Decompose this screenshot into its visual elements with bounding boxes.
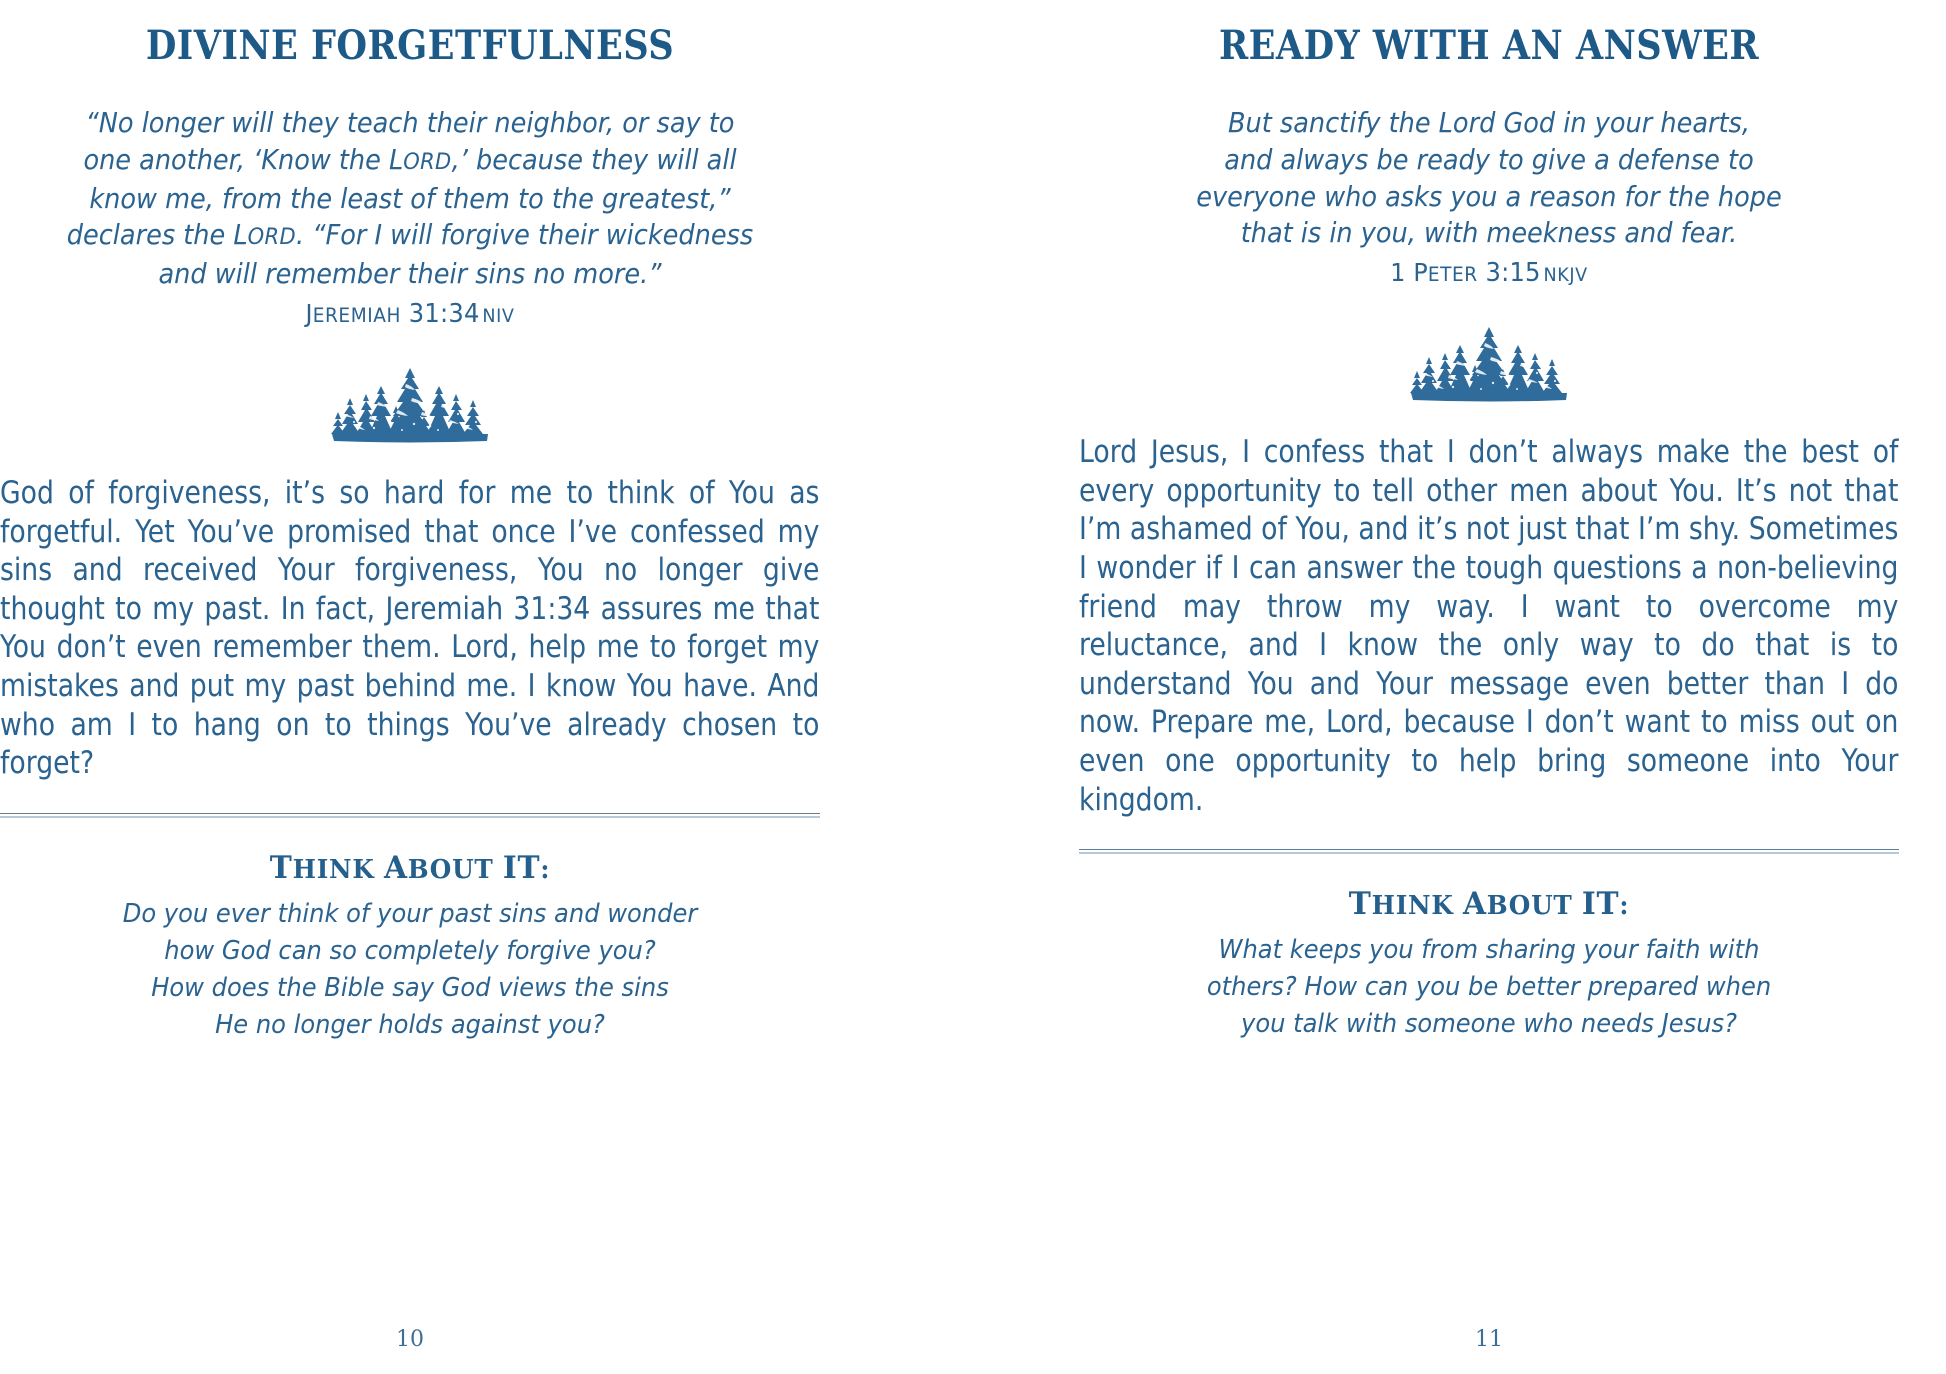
scripture-line: and always be ready to give a defense to — [1224, 143, 1754, 176]
reflection-questions-left — [29, 886, 792, 1044]
scripture-line: “No longer will they teach their neighbor, or say to — [85, 107, 735, 139]
reflection-line: how God can so completely forgive you? — [164, 935, 656, 966]
reflection-questions-right — [1108, 922, 1871, 1043]
pine-forest-silhouette-icon — [1405, 323, 1573, 405]
prayer-text-left: God of forgiveness, it’s so hard for me to think of You as forgetful. Yet You’ve promised that once I’ve confessed my sins and received Your forgiveness, You no longer give thought to my past. In fact, Jeremiah 31:34 assures me that You don’t even remember them. Lord, help me to forget my mistakes and put my past behind me. I know You have. And who am I to hang on to things You’ve already chosen to forget? — [0, 474, 820, 782]
page-number-left: 10 — [396, 1327, 424, 1352]
scripture-line: everyone who asks you a reason for the hope — [1196, 180, 1782, 213]
pine-forest-silhouette-icon — [326, 364, 494, 446]
scripture-line: But sanctify the Lord God in your hearts, — [1228, 107, 1750, 139]
reflection-line: He no longer holds against you? — [215, 1009, 605, 1040]
reference-book-rest: EREMIAH — [312, 303, 402, 327]
reflection-line: others? How can you be better prepared when — [1206, 972, 1772, 1003]
reflection-line: you talk with someone who needs Jesus? — [1241, 1009, 1737, 1040]
devotional-title-left: DIVINE FORGETFULNESS — [145, 22, 675, 69]
page-right — [973, 0, 1946, 1374]
reference-book-initial: 1 P — [1390, 258, 1428, 288]
scripture-line: one another, ‘Know the LORD,’ because they will all — [83, 143, 737, 176]
reference-verse: 3:15 — [1485, 258, 1541, 289]
scripture-reference-right — [1100, 252, 1879, 293]
pine-forest-ornament-left — [0, 334, 820, 446]
reflection-line: What keeps you from sharing your faith with — [1218, 935, 1760, 966]
think-about-it-heading-right: THINK ABOUT IT: — [1348, 886, 1630, 923]
scripture-quote-right — [1108, 69, 1871, 252]
reference-verse: 31:34 — [408, 298, 480, 329]
reference-book-rest: ETER — [1427, 263, 1478, 287]
reference-translation: NKJV — [1543, 265, 1588, 287]
prayer-block-left — [0, 446, 820, 783]
reflection-line: How does the Bible say God views the sins — [151, 972, 669, 1003]
divider-rule-thin — [1079, 849, 1899, 850]
reflection-line: Do you ever think of your past sins and wonder — [122, 898, 698, 929]
devotional-title-right: READY WITH AN ANSWER — [1218, 22, 1760, 69]
scripture-line: and will remember their sins no more.” — [158, 258, 662, 291]
scripture-line: know me, from the least of them to the greatest,” — [89, 182, 731, 215]
reference-translation: NIV — [482, 305, 515, 327]
prayer-block-right — [1079, 405, 1899, 819]
prayer-text-right: Lord Jesus, I confess that I don’t always make the best of every opportunity to tell other men about You. It’s not that I’m ashamed of You, and it’s not just that I’m shy. Sometimes I wonder if I can answer the tough questions a non-believing friend may throw my way. I want to overcome my reluctance, and I know the only way to do that is to understand You and Your message even better than I do now. Prepare me, Lord, because I don’t want to miss out on even one opportunity to help bring someone into Your kingdom. — [1079, 434, 1899, 818]
scripture-line: that is in you, with meekness and fear. — [1240, 217, 1738, 250]
scripture-quote-left — [29, 69, 792, 293]
scripture-line: declares the LORD. “For I will forgive their wickedness — [66, 219, 754, 252]
page-number-right: 11 — [1475, 1327, 1503, 1352]
think-about-it-heading-left: THINK ABOUT IT: — [269, 849, 551, 886]
reference-book-initial: J — [305, 298, 313, 328]
scripture-reference-left — [21, 293, 800, 334]
pine-forest-ornament-right — [1079, 293, 1899, 405]
divider-rule-thin — [0, 813, 820, 814]
